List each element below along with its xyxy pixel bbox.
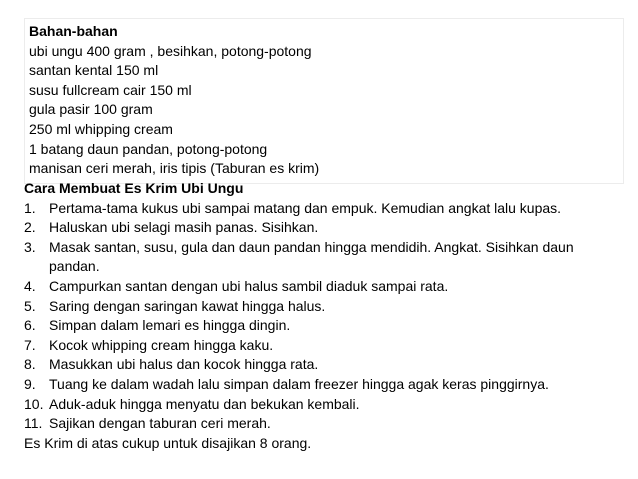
step-item [24, 414, 624, 434]
step-text: Aduk-aduk hingga menyatu dan bekukan kembali. [49, 395, 360, 412]
step-text: Tuang ke dalam wadah lalu simpan dalam freezer hingga agak keras pinggirnya. [49, 375, 549, 392]
step-number: 8. [24, 356, 36, 373]
ingredient-item: ubi ungu 400 gram , besihkan, potong-potong [29, 42, 312, 59]
step-item [24, 238, 624, 277]
step-item [24, 218, 624, 238]
step-number: 2. [24, 219, 36, 236]
instructions-heading: Cara Membuat Es Krim Ubi Ungu [24, 180, 244, 196]
step-text: Saring dengan saringan kawat hingga halus. [49, 297, 326, 314]
step-text: Masukkan ubi halus dan kocok hingga rata. [49, 356, 319, 373]
step-item [24, 297, 624, 317]
ingredient-item: gula pasir 100 gram [29, 101, 153, 118]
ingredients-heading: Bahan-bahan [29, 23, 118, 39]
steps-list [24, 199, 624, 434]
step-number: 11. [24, 415, 43, 432]
step-text: Kocok whipping cream hingga kaku. [49, 336, 274, 353]
step-number: 7. [24, 336, 36, 353]
step-text: Haluskan ubi selagi masih panas. Sisihkan. [49, 219, 319, 236]
step-text: Pertama-tama kukus ubi sampai matang dan empuk. Kemudian angkat lalu kupas. [49, 199, 562, 216]
step-item [24, 316, 624, 336]
step-number: 3. [24, 238, 36, 255]
serving-note: Es Krim di atas cukup untuk disajikan 8 orang. [24, 434, 312, 451]
step-number: 6. [24, 317, 36, 334]
step-text: Simpan dalam lemari es hingga dingin. [49, 317, 291, 334]
step-item [24, 336, 624, 356]
step-item [24, 395, 624, 415]
ingredient-item: 1 batang daun pandan, potong-potong [29, 140, 268, 157]
ingredient-item: manisan ceri merah, iris tipis (Taburan es krim) [29, 160, 320, 177]
step-number: 5. [24, 297, 36, 314]
instructions-section [24, 179, 624, 453]
ingredient-item: 250 ml whipping cream [29, 120, 173, 137]
ingredient-item: santan kental 150 ml [29, 62, 159, 79]
step-item [24, 375, 624, 395]
ingredient-item: susu fullcream cair 150 ml [29, 81, 192, 98]
step-number: 1. [24, 199, 36, 216]
step-number: 10. [24, 395, 44, 412]
step-item [24, 199, 624, 219]
step-text: Masak santan, susu, gula dan daun pandan hingga mendidih. Angkat. Sisihkan daun pandan. [49, 238, 574, 275]
ingredients-box [24, 18, 624, 184]
step-text: Sajikan dengan taburan ceri merah. [49, 415, 271, 432]
step-item [24, 277, 624, 297]
step-number: 9. [24, 375, 36, 392]
step-number: 4. [24, 277, 36, 294]
step-item [24, 355, 624, 375]
step-text: Campurkan santan dengan ubi halus sambil diaduk sampai rata. [49, 277, 449, 294]
